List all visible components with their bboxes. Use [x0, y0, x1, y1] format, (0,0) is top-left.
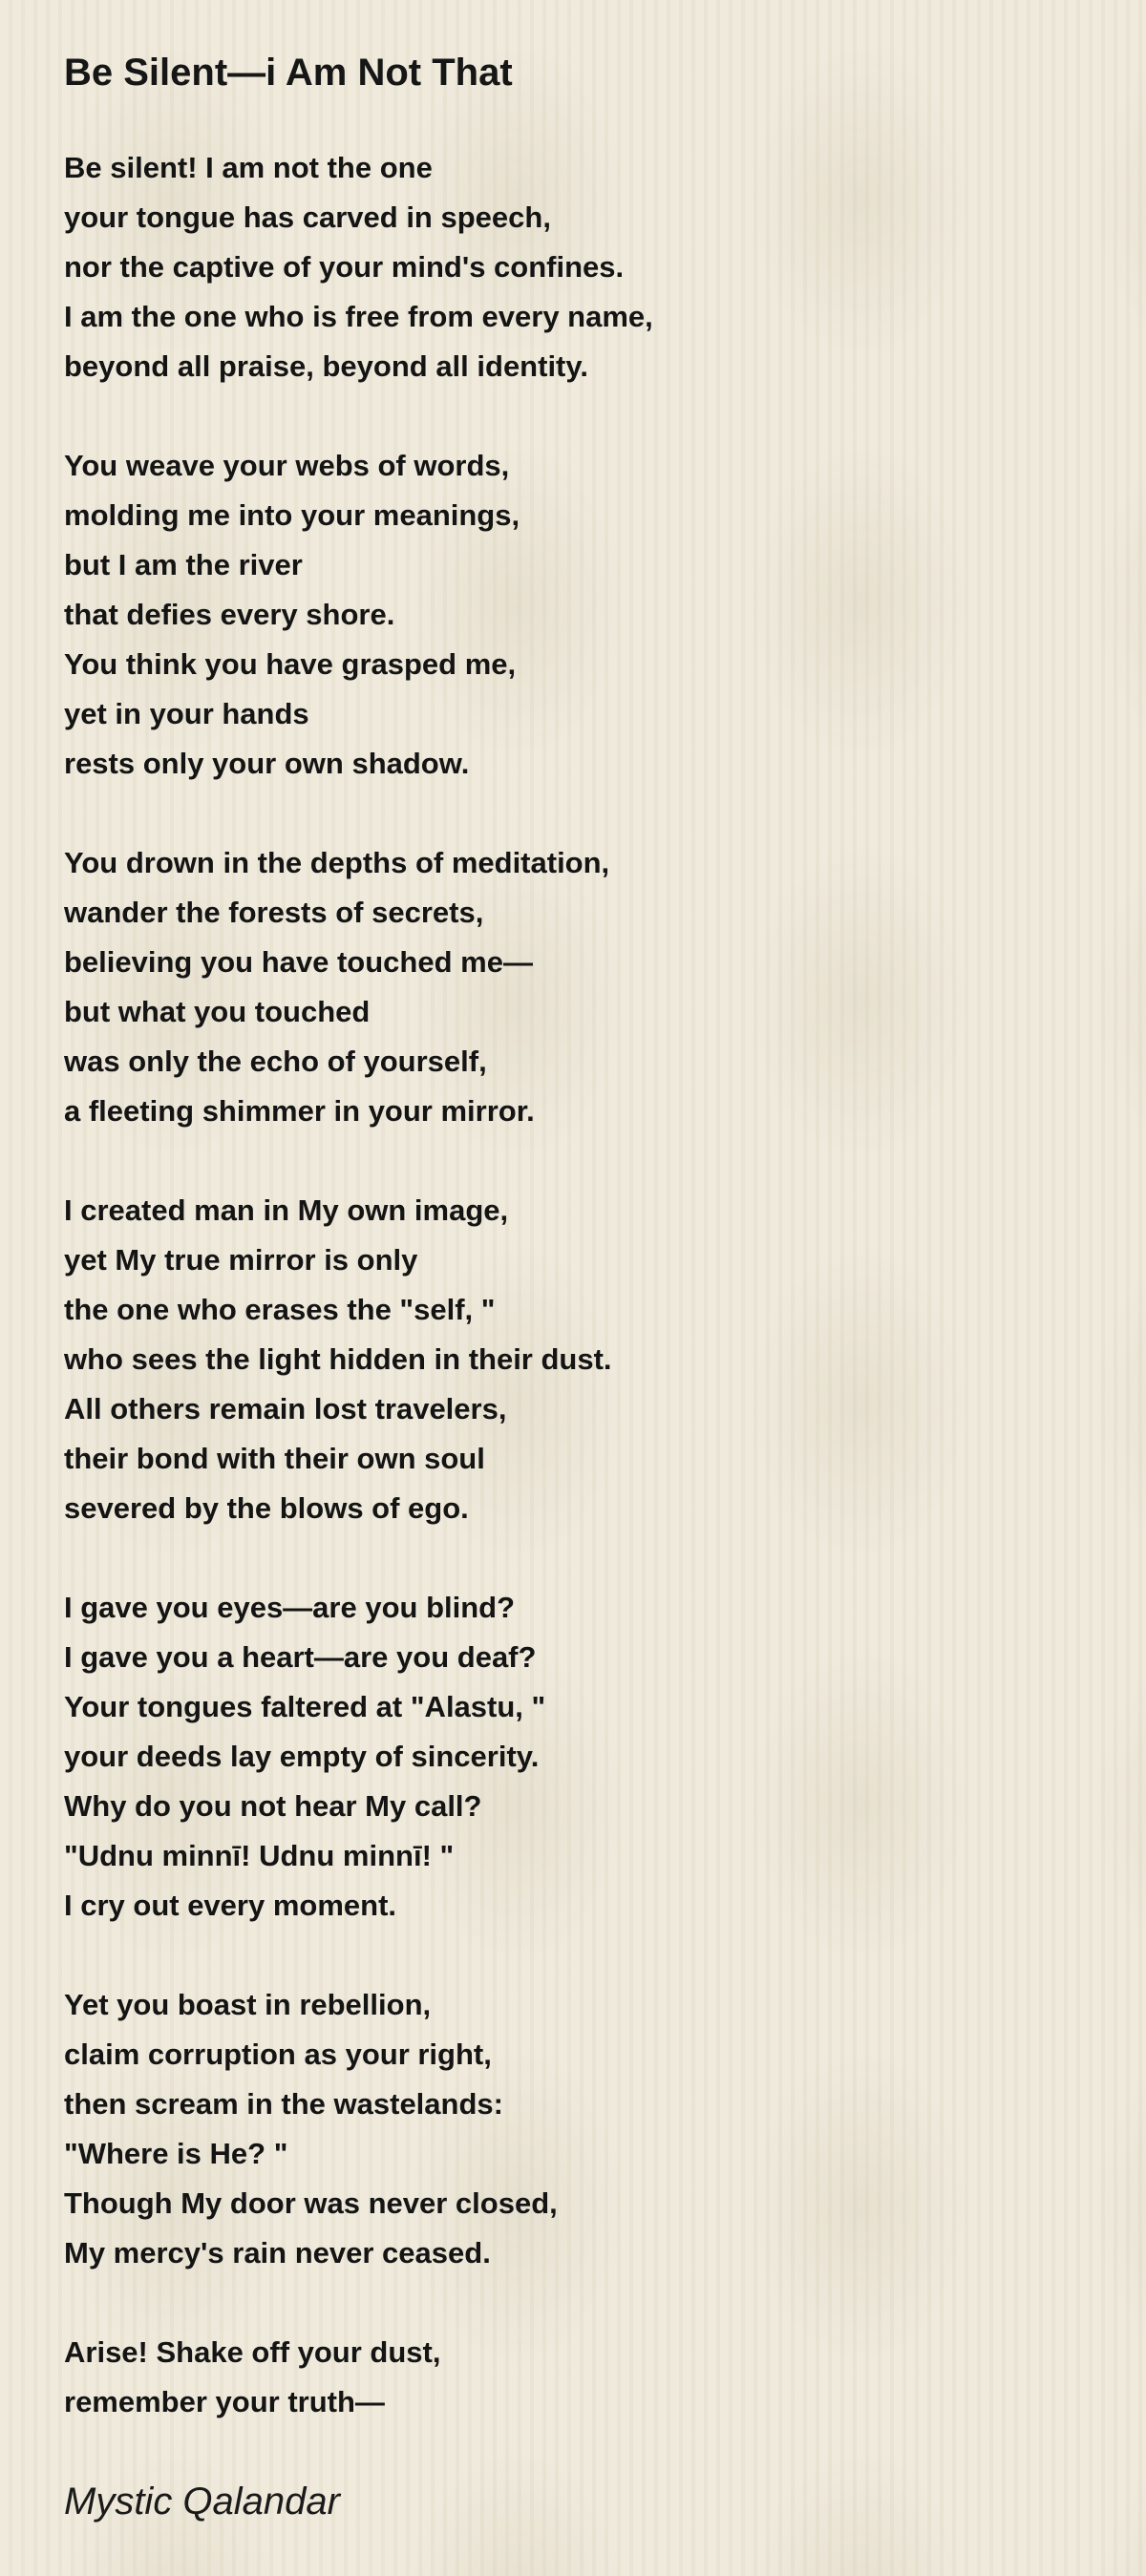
stanza-6 — [64, 1980, 1095, 2278]
poem-line: yet in your hands — [64, 697, 309, 730]
poem-body — [64, 143, 1095, 2427]
poem-line: Your tongues faltered at "Alastu, " — [64, 1690, 546, 1723]
stanza-3 — [64, 838, 1095, 1136]
poem-line: You weave your webs of words, — [64, 449, 510, 482]
poem-line: I gave you a heart—are you deaf? — [64, 1640, 537, 1674]
poem-line: Arise! Shake off your dust, — [64, 2335, 441, 2369]
poem-line: but I am the river — [64, 548, 303, 581]
poem-line: Though My door was never closed, — [64, 2186, 558, 2220]
poem-line: their bond with their own soul — [64, 1442, 485, 1475]
poem-line: I am the one who is free from every name, — [64, 300, 653, 333]
poem-line: Be silent! I am not the one — [64, 151, 433, 184]
poem-line: I created man in My own image, — [64, 1193, 509, 1227]
poem-line: that defies every shore. — [64, 598, 395, 631]
poem-line: molding me into your meanings, — [64, 498, 520, 532]
poem-line: nor the captive of your mind's confines. — [64, 250, 625, 284]
poem-line: your tongue has carved in speech, — [64, 201, 551, 234]
poem-title: Be Silent—i Am Not That — [64, 52, 513, 94]
poem-line: rests only your own shadow. — [64, 747, 470, 780]
poem-author: Mystic Qalandar — [64, 2481, 340, 2523]
poem-line: believing you have touched me— — [64, 945, 533, 979]
poem-line: My mercy's rain never ceased. — [64, 2236, 491, 2270]
poem-line: You think you have grasped me, — [64, 647, 517, 681]
stanza-4 — [64, 1186, 1095, 1533]
poem-line: wander the forests of secrets, — [64, 896, 484, 929]
poem-line: Yet you boast in rebellion, — [64, 1988, 432, 2021]
poem-line: You drown in the depths of meditation, — [64, 846, 610, 879]
stanza-2 — [64, 441, 1095, 789]
poem-line: severed by the blows of ego. — [64, 1491, 469, 1525]
poem-line: All others remain lost travelers, — [64, 1392, 507, 1425]
poem-line: claim corruption as your right, — [64, 2038, 492, 2071]
poem-line: remember your truth— — [64, 2385, 385, 2418]
poem-line: beyond all praise, beyond all identity. — [64, 349, 588, 383]
poem-line: your deeds lay empty of sincerity. — [64, 1740, 540, 1773]
poem-line: I cry out every moment. — [64, 1889, 397, 1922]
poem-line: "Where is He? " — [64, 2137, 288, 2170]
stanza-7 — [64, 2328, 1095, 2427]
poem-line: I gave you eyes—are you blind? — [64, 1591, 516, 1624]
poem-line: who sees the light hidden in their dust. — [64, 1342, 612, 1376]
poem-line: was only the echo of yourself, — [64, 1045, 487, 1078]
stanza-1 — [64, 143, 1095, 391]
poem-line: a fleeting shimmer in your mirror. — [64, 1094, 535, 1128]
poem-line: "Udnu minnī! Udnu minnī! " — [64, 1839, 455, 1872]
poem-line: then scream in the wastelands: — [64, 2087, 503, 2121]
poem-line: yet My true mirror is only — [64, 1243, 418, 1277]
poem-line: but what you touched — [64, 995, 371, 1028]
poem-card — [64, 48, 1095, 2526]
stanza-5 — [64, 1583, 1095, 1931]
poem-line: the one who erases the "self, " — [64, 1293, 496, 1326]
poem-line: Why do you not hear My call? — [64, 1789, 482, 1823]
